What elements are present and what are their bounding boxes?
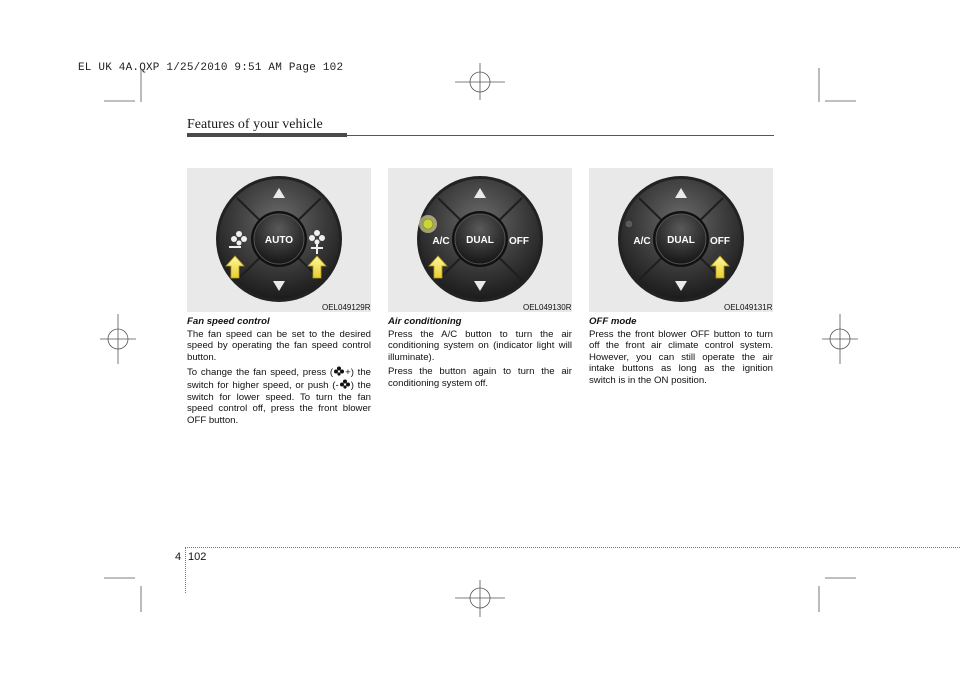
dual-button-label: DUAL — [466, 235, 494, 246]
figure-air-conditioning — [388, 168, 572, 312]
footer-rule — [187, 547, 960, 548]
paragraph: Press the front blower OFF button to turn off the front air climate control system. However, you can still operate the air intake buttons as long as the ignition switch is in the ON position. — [589, 328, 773, 386]
off-button-label: OFF — [509, 236, 529, 247]
minus-icon — [229, 246, 241, 248]
print-header: EL UK 4A.QXP 1/25/2010 9:51 AM Page 102 — [78, 62, 344, 74]
indicator-light-icon — [625, 220, 633, 228]
section-heading: Fan speed control — [187, 316, 270, 327]
section-heading: OFF mode — [589, 316, 637, 327]
figure-fan-speed — [187, 168, 371, 312]
indicator-light-icon — [419, 215, 437, 233]
air-conditioning-section — [388, 316, 572, 393]
section-heading: Air conditioning — [388, 316, 462, 327]
ac-button-label: A/C — [432, 236, 450, 247]
section-title: Features of your vehicle — [187, 117, 323, 132]
dual-button-label: DUAL — [667, 235, 695, 246]
chapter-number: 4 — [175, 551, 182, 563]
header-rule-line — [347, 135, 774, 136]
paragraph: To change the fan speed, press ( +) the switch for higher speed, or push (- ) the switch for lower speed. To turn the fan speed control off, press the front blower OFF button. — [187, 367, 371, 426]
off-button-label: OFF — [710, 236, 730, 247]
header-rule — [187, 133, 347, 137]
paragraph: Press the button again to turn the air conditioning system off. — [388, 366, 572, 389]
footer-divider — [185, 547, 186, 593]
paragraph: The fan speed can be set to the desired speed by operating the fan speed control button. — [187, 328, 371, 363]
figure-off-mode — [589, 168, 773, 312]
fan-icon — [339, 379, 351, 389]
figure-code: OEL049130R — [523, 303, 572, 312]
figure-code: OEL049131R — [724, 303, 773, 312]
paragraph: Press the A/C button to turn the air conditioning system on (indicator light will illuminate). — [388, 328, 572, 363]
figure-code: OEL049129R — [322, 303, 371, 312]
auto-button-label: AUTO — [264, 235, 294, 246]
fan-icon — [333, 366, 345, 376]
fan-speed-section — [187, 316, 371, 429]
page-number: 102 — [188, 551, 207, 563]
off-mode-section — [589, 316, 773, 390]
ac-button-label: A/C — [633, 236, 651, 247]
